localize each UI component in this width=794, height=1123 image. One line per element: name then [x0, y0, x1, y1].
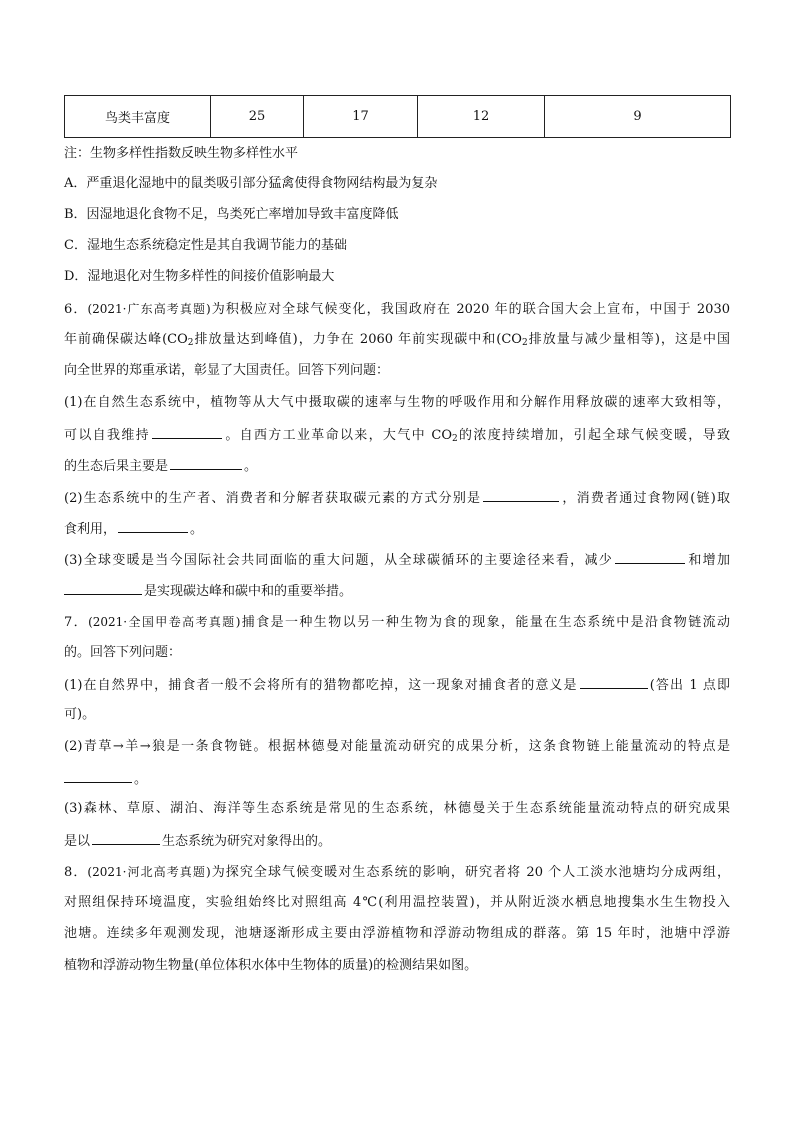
bird-richness-table	[64, 95, 731, 138]
q8-intro-line-2: 对照组保持环境温度，实验组始终比对照组高 4℃(利用温控装置)，并从附近淡水栖息地搜集水生生物投入	[64, 895, 730, 910]
answer-blank[interactable]	[580, 674, 648, 689]
answer-blank[interactable]	[483, 487, 559, 502]
q7-intro-line-2: 的。回答下列问题：	[64, 645, 182, 660]
answer-blank[interactable]	[64, 580, 142, 595]
q7-part3-line-1: (3)森林、草原、湖泊、海洋等生态系统是常见的生态系统，林德曼关于生态系统能量流动特点的研究成果	[64, 801, 730, 816]
q7-part1-line-1: (1)在自然界中，捕食者一般不会将所有的猎物都吃掉，这一现象对捕食者的意义是 (答出 1 点即	[64, 674, 730, 696]
table-row	[65, 96, 731, 138]
answer-blank[interactable]	[64, 768, 132, 783]
q6-part2-line-2: 食利用， 。	[64, 518, 203, 540]
table-cell: 12	[418, 96, 545, 138]
q6-part1-line-3: 的生态后果主要是 。	[64, 455, 257, 477]
q8-intro-line-1: 8．(2021·河北高考真题)为探究全球气候变暖对生态系统的影响，研究者将 20 个人工淡水池塘均分成两组，	[64, 865, 730, 880]
option-d: D．湿地退化对生物多样性的间接价值影响最大	[64, 269, 335, 284]
option-c: C．湿地生态系统稳定性是其自我调节能力的基础	[64, 238, 347, 253]
option-b: B．因湿地退化食物不足，鸟类死亡率增加导致丰富度降低	[64, 207, 399, 222]
q6-part1-line-2: 可以自我维持 。自西方工业革命以来，大气中 $CO_2$的浓度持续增加，引起全球气候变暖，导致	[64, 424, 730, 446]
q6-intro-line-1: 6．(2021·广东高考真题)为积极应对全球气候变化，我国政府在 2020 年的联合国大会上宣布，中国于 2030	[64, 302, 730, 317]
q8-intro-line-4: 植物和浮游动物生物量(单位体积水体中生物体的质量)的检测结果如图。	[64, 958, 478, 973]
table-cell: 25	[211, 96, 304, 138]
answer-blank[interactable]	[615, 549, 685, 564]
option-a: A．严重退化湿地中的鼠类吸引部分猛禽使得食物网结构最为复杂	[64, 176, 438, 191]
answer-blank[interactable]	[118, 518, 188, 533]
q6-part2-line-1: (2)生态系统中的生产者、消费者和分解者获取碳元素的方式分别是 ，消费者通过食物网(链)取	[64, 487, 730, 509]
answer-blank[interactable]	[152, 424, 222, 439]
q6-intro-line-2: 年前确保碳达峰($CO_2$排放量达到峰值)，力争在 2060 年前实现碳中和($CO_2$排放量与减少量相等)，这是中国	[64, 332, 730, 348]
table-note: 注：生物多样性指数反映生物多样性水平	[64, 146, 299, 161]
q8-intro-line-3: 池塘。连续多年观测发现，池塘逐渐形成主要由浮游植物和浮游动物组成的群落。第 15 年时，池塘中浮游	[64, 926, 730, 941]
q7-part3-line-2: 是以 生态系统为研究对象得出的。	[64, 830, 331, 852]
q7-part2-line-2: 。	[64, 768, 147, 790]
q7-part2-line-1: (2)青草→羊→狼是一条食物链。根据林德曼对能量流动研究的成果分析，这条食物链上能量流动的特点是	[64, 739, 730, 754]
answer-blank[interactable]	[170, 455, 242, 470]
q6-part3-line-2: 是实现碳达峰和碳中和的重要举措。	[64, 580, 352, 602]
answer-blank[interactable]	[92, 830, 160, 845]
q6-intro-line-3: 向全世界的郑重承诺，彰显了大国责任。回答下列问题：	[64, 363, 390, 378]
q7-part1-line-2: 可)。	[64, 707, 96, 722]
q6-part3-line-1: (3)全球变暖是当今国际社会共同面临的重大问题，从全球碳循环的主要途径来看，减少 和增加	[64, 549, 730, 571]
table-cell: 9	[545, 96, 731, 138]
row-label-cell: 鸟类丰富度	[65, 96, 211, 138]
table-cell: 17	[304, 96, 418, 138]
q7-intro-line-1: 7．(2021·全国甲卷高考真题)捕食是一种生物以另一种生物为食的现象，能量在生态系统中是沿食物链流动	[64, 615, 730, 630]
q6-part1-line-1: (1)在自然生态系统中，植物等从大气中摄取碳的速率与生物的呼吸作用和分解作用释放碳的速率大致相等，	[64, 395, 730, 410]
